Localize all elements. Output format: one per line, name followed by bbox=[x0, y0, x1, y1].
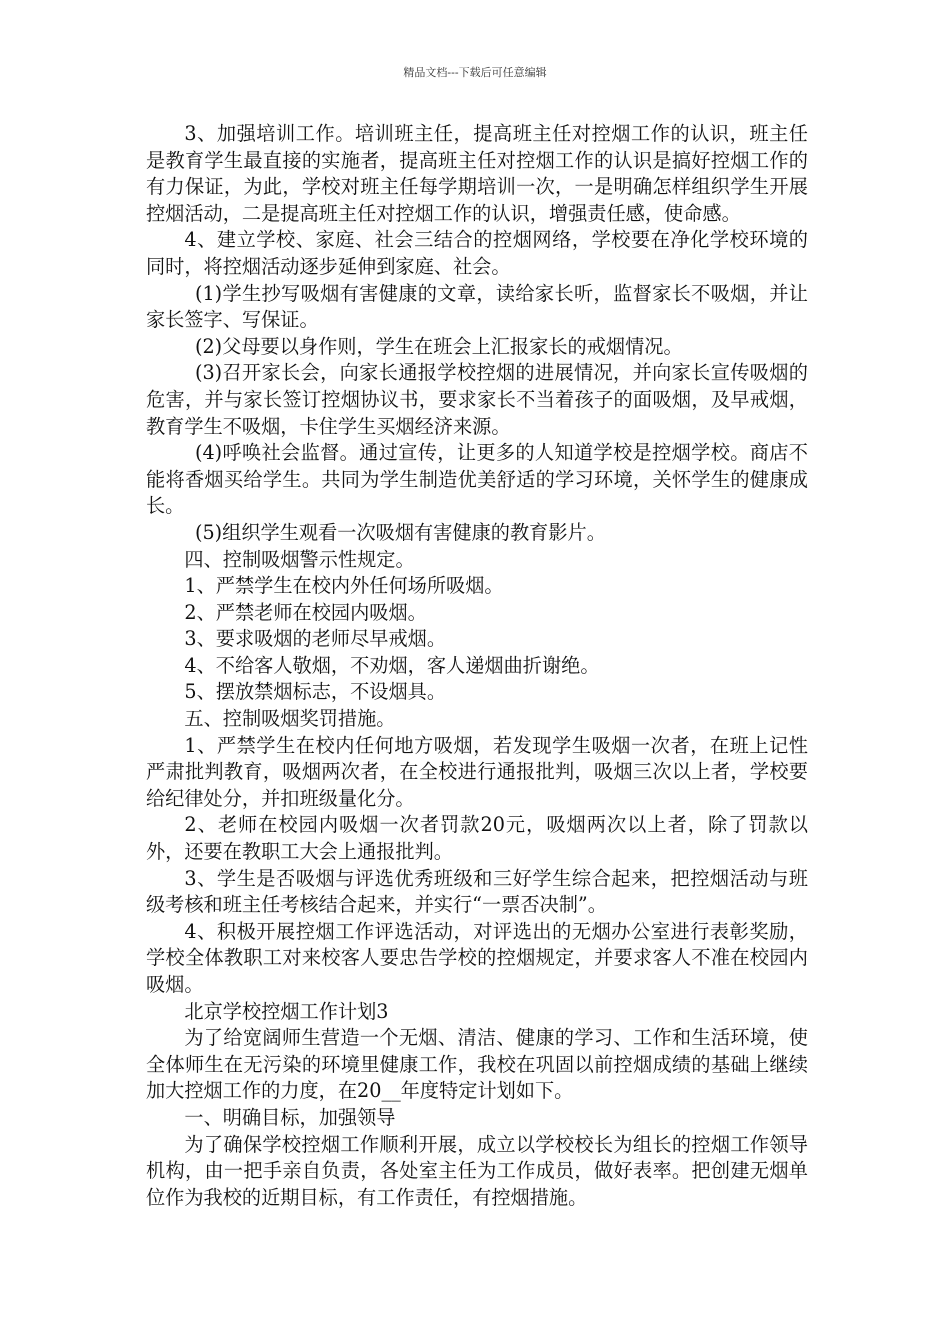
paragraph: 为了给宽阔师生营造一个无烟、清洁、健康的学习、工作和生活环境，使全体师生在无污染的环境里健康工作，我校在巩固以前控烟成绩的基础上继续加大控烟工作的力度，在20__年度特定计划如下。 bbox=[146, 1026, 808, 1103]
paragraph: 1、严禁学生在校内外任何场所吸烟。 bbox=[184, 574, 504, 598]
paragraph: 4、不给客人敬烟，不劝烟，客人递烟曲折谢绝。 bbox=[184, 653, 600, 677]
document-body bbox=[146, 121, 808, 1211]
paragraph: 3、加强培训工作。培训班主任，提高班主任对控烟工作的认识，班主任是教育学生最直接的实施者，提高班主任对控烟工作的认识是搞好控烟工作的有力保证，为此，学校对班主任每学期培训一次，一是明确怎样组织学生开展控烟活动，二是提高班主任对控烟工作的认识，增强责任感，使命感。 bbox=[146, 122, 808, 225]
paragraph: 为了确保学校控烟工作顺利开展，成立以学校校长为组长的控烟工作领导机构，由一把手亲自负责，各处室主任为工作成员，做好表率。把创建无烟单位作为我校的近期目标，有工作责任，有控烟措施。 bbox=[146, 1132, 808, 1209]
paragraph: 3、学生是否吸烟与评选优秀班级和三好学生综合起来，把控烟活动与班级考核和班主任考核结合起来，并实行“一票否决制”。 bbox=[146, 866, 808, 917]
paragraph: 5、摆放禁烟标志，不设烟具。 bbox=[184, 680, 447, 704]
paragraph: 一、明确目标，加强领导 bbox=[184, 1105, 396, 1129]
paragraph: 北京学校控烟工作计划3 bbox=[184, 999, 389, 1023]
paragraph: 4、积极开展控烟工作评选活动，对评选出的无烟办公室进行表彰奖励，学校全体教职工对来校客人要忠告学校的控烟规定，并要求客人不准在校园内吸烟。 bbox=[146, 919, 808, 996]
paragraph: (4)呼唤社会监督。通过宣传，让更多的人知道学校是控烟学校。商店不能将香烟买给学生。共同为学生制造优美舒适的学习环境，关怀学生的健康成长。 bbox=[146, 441, 808, 518]
page-header: 精品文档---下载后可任意编辑 bbox=[403, 66, 547, 79]
paragraph: (5)组织学生观看一次吸烟有害健康的教育影片。 bbox=[194, 520, 606, 544]
paragraph: 1、严禁学生在校内任何地方吸烟，若发现学生吸烟一次者，在班上记性严肃批判教育，吸烟两次者，在全校进行通报批判，吸烟三次以上者，学校要给纪律处分，并扣班级量化分。 bbox=[146, 733, 808, 810]
paragraph: (3)召开家长会，向家长通报学校控烟的进展情况，并向家长宣传吸烟的危害，并与家长签订控烟协议书，要求家长不当着孩子的面吸烟，及早戒烟，教育学生不吸烟，卡住学生买烟经济来源。 bbox=[146, 361, 808, 438]
paragraph: 4、建立学校、家庭、社会三结合的控烟网络，学校要在净化学校环境的同时，将控烟活动逐步延伸到家庭、社会。 bbox=[146, 228, 808, 278]
paragraph: (1)学生抄写吸烟有害健康的文章，读给家长听，监督家长不吸烟，并让家长签字、写保证。 bbox=[146, 281, 808, 332]
paragraph: (2)父母要以身作则，学生在班会上汇报家长的戒烟情况。 bbox=[194, 334, 683, 358]
paragraph: 四、控制吸烟警示性规定。 bbox=[184, 547, 415, 571]
paragraph: 五、控制吸烟奖罚措施。 bbox=[184, 707, 396, 731]
paragraph: 3、要求吸烟的老师尽早戒烟。 bbox=[184, 627, 447, 651]
paragraph: 2、严禁老师在校园内吸烟。 bbox=[184, 600, 427, 624]
paragraph: 2、老师在校园内吸烟一次者罚款20元，吸烟两次以上者，除了罚款以外，还要在教职工大会上通报批判。 bbox=[146, 813, 808, 864]
